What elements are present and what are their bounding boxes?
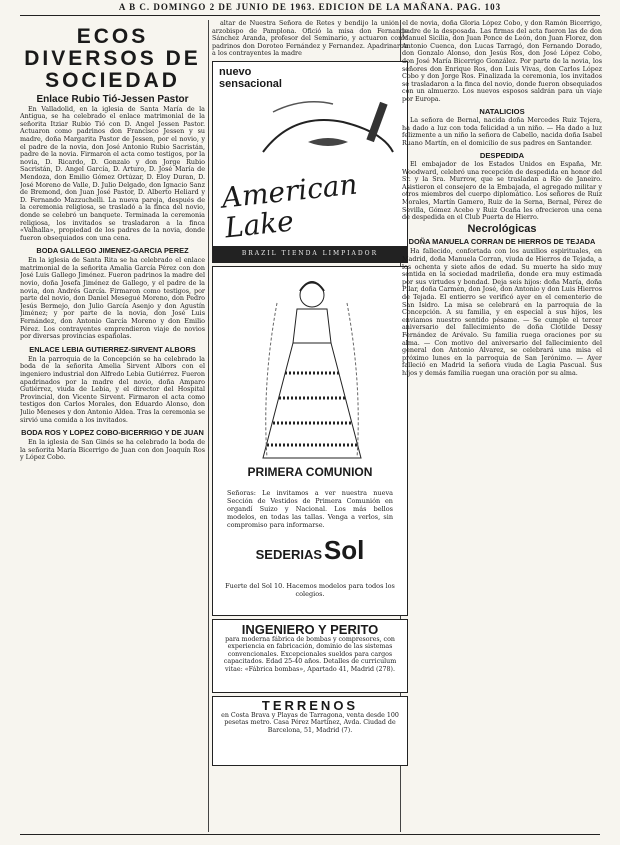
ad1-tagline [219, 66, 282, 90]
despedida-title: DESPEDIDA [479, 150, 525, 160]
ad-american-lake [212, 61, 408, 263]
ad-ingeniero [212, 619, 408, 693]
ad1-tag-sensacional: sensacional [219, 77, 282, 90]
article-3-title: ENLACE LEBIA GUTIERREZ-SIRVENT ALBORS [29, 344, 196, 354]
ad-terrenos [212, 696, 408, 766]
article-2-body: En la iglesia de Santa Rita se ha celebrado el enlace matrimonial de la señorita Amalia García Pérez con don José Luis Gallego Jiménez. Fueron padrinos la madre del novio, doña Josefa Jiménez de Gallego, y el padre de la novia, don Andrés García. Firmaron como testigos, por parte del novio, don Daniel Mesegué Moreno, don Pedro Jesús Bermejo, don Julio García Asenjo y don Agustín Jiménez; y por parte de la novia, don José Luis Fernández, don Antonio García Moreno y don Emilio Pérez. Los contrayentes emprendieron viaje de novios por diversas provincias españolas. [20, 256, 205, 341]
column-divider-1 [208, 20, 209, 832]
lipstick-face-illustration [253, 92, 403, 172]
ad3-body: para moderna fábrica de bombas y compresores, con experiencia en fabricación, dominio de las sistemas convencionales. Excepcionales sueldos para cargos capacitados. Edad 25-40 años. Detalles de curriculum vitae: «Fábrica bombas», Apartado 41, Madrid (278). [223, 635, 397, 673]
natalicios-body: La señora de Bernal, nacida doña Mercedes Ruiz Tejera, ha dado a luz con toda felicidad a un niño. — Ha dado a luz felizmente a un niño la señora de Cabello, nacida doña Isabel Ruano Martín, en el domicilio de sus padres en Santander. [402, 116, 602, 147]
article-3-body: En la parroquia de la Concepción se ha celebrado la boda de la señorita Amelia Sirvent Albors con el ingeniero industrial don Alfredo Lebia Gutiérrez. Fueron apadrinados por la madre del novio, doña Amparo Gutiérrez, viuda de Lebia, y el director del Hospital Provincial, don Vicente Sirvent. Firmaron el acta como testigos don Carlos Morales, don Eduardo Alonso, don Julio Meneses y don Antonio Aldea. Tras la ceremonia se sirvió una comida a los invitados. [20, 354, 205, 424]
ad2-footer: Fuerte del Sol 10. Hacemos modelos para todos los colegios. [225, 581, 395, 598]
necrologicas-title: Necrológicas [467, 222, 537, 235]
article-1-title: Enlace Rubio Tió-Jessen Pastor [36, 94, 189, 105]
ad2-body: Señoras: Le invitamos a ver nuestra nueva Sección de Vestidos de Primera Comunión en organdí Suizo y Nacional. Los más bellos modelos, en todas las tallas. Venga a verlos, sin compromiso para informarse. [227, 488, 393, 529]
ad2-headline: PRIMERA COMUNION [247, 464, 373, 479]
article-4-body: En la iglesia de San Ginés se ha celebrado la boda de la señorita María Bicerrigo de Juan con don Joaquín Ros y López Cobo. [20, 438, 205, 462]
necrologicas-subtitle: DOÑA MANUELA CORRAN DE HIERROS DE TEJADA [408, 237, 596, 247]
ad1-tag-nuevo: nuevo [219, 65, 252, 78]
column-middle [212, 20, 408, 832]
article-4-title: BODA ROS Y LOPEZ COBO-BICERRIGO Y DE JUAN [21, 428, 204, 438]
section-title: ECOS DIVERSOS DE SOCIEDAD [24, 25, 201, 92]
ad-primera-comunion [212, 266, 408, 616]
ad4-headline: TERRENOS [261, 697, 359, 713]
necrologicas-body: Ha fallecido, confortada con los auxilios espirituales, en Madrid, doña Manuela Corran, viuda de Hierros de Tejada, a los ochenta y siete años de edad. Su muerte ha sido muy sentida en la sociedad madrileña, donde era muy estimada por sus virtudes y bondad. Deja seis hijos: doña María, doña Pilar, doña Carmen, don José, don Antonio y don Luis Hierros de Tejada. El entierro se verificó ayer en el cementerio de San Isidro. La misa se celebrará en la parroquia de la Concepción. A su familia, y en especial a sus hijos, les enviamos nuestro sentido pésame. — Se cumple el tercer aniversario del fallecimiento de doña Clotilde Dessy Fernández de Arévalo. Su familia ruega oraciones por su alma. — Con motivo del aniversario del fallecimiento del general don Antonio Alvarez, se celebrará una misa el próximo lunes en la parroquia de San Jerónimo. — Ayer falleció en Madrid la señora viuda de Lagia Pascual. Sus hijos y demás familia ruegan una oración por su alma. [402, 247, 602, 377]
ad2-brand-big: Sol [323, 534, 365, 565]
communion-dress-illustration [257, 273, 367, 465]
ad1-brand: American Lake [220, 167, 359, 245]
ad3-headline: INGENIERO Y PERITO [241, 621, 379, 637]
page-header: A B C. DOMINGO 2 DE JUNIO DE 1963. EDICION DE LA MAÑANA. PAG. 103 [118, 2, 502, 12]
article-1-body: En Valladolid, en la iglesia de Santa María de la Antigua, se ha celebrado el enlace matrimonial de la señorita Itziar Rubio Tió con D. Angel Jessen Pastor. Actuaron como padrinos don Francisco Jessen y su madre, doña Margarita Pastor de Jessen, por el novio, y el padre de la novia, don José Antonio Rubio Sacristán, padre de la novia. Firmaron el acta como testigos, por la novia, D. Ricardo, D. Gonzalo y don Jorge Rubio Sacristán, D. Angel García, D. Arturo, D. José María de Mendoza, don Emilio Gómez Ortúzar, D. Eloy Duran, D. José Moreno de Valle, D. Julio Delgado, don Ignacio Sanz de Bremond, don Juan José Pastor, D. Alberto Heliard y D. Fernando Mazzuchelli. La nueva pareja, después de la ceremonia religiosa, se trasladó a la finca del novio, donde se celebró un banquete. Terminada la ceremonia religiosa, los invitados se trasladaron a la finca «Valhalla», propiedad de los padres de la novia, donde fueron obsequiados con una cena. [20, 104, 205, 242]
column-left [20, 20, 205, 832]
ad4-body: en Costa Brava y Playas de Tarragona, venta desde 100 pesetas metro. Casa Pérez Martínez, Avda. Ciudad de Barcelona, 51, Madrid (7). [221, 711, 399, 734]
ad1-band: BRAZIL TIENDA LIMPIADOR [213, 246, 407, 262]
ad2-brand [213, 534, 407, 565]
despedida-body: El embajador de los Estados Unidos en España, Mr. Woodward, celebró una recepción de despedida en honor del Sr. y la Sra. Murrow, que se trasladan a Río de Janeiro. Asistieron el consejero de la Embajada, el agregado militar y otros miembros del cuerpo diplomático. Los señores de Ruiz Morales, Martín Gamero, Ruiz de la Serna, Bernal, Pérez de Sevilla, Gómez Acebo y Ruiz Ocaña les ofrecieron una cena de despedida en el Club Puerta de Hierro. [402, 160, 602, 222]
natalicios-title: NATALICIOS [479, 106, 525, 116]
header-rule [20, 15, 600, 16]
column-right [402, 20, 602, 832]
ad2-brand-small: SEDERIAS [255, 546, 323, 562]
footer-rule [20, 834, 600, 835]
middle-top-text: altar de Nuestra Señora de Retes y bendijo la unión el arzobispo de Pamplona. Ofició la misa don Fernando Sánchez Aranda, profesor del Seminario, y actuaron como padrinos don Doroteo Fernández y Fernandez. Apadrinaron a los contrayentes la madre [212, 20, 408, 58]
article-2-title: BODA GALLEGO JIMENEZ-GARCIA PEREZ [36, 246, 189, 256]
right-top-body: de novia, doña Gloria López Cobo, y don Ramón Bicerrigo, padre de la desposada. Las firmas del acta fueron las de don Manuel Sicilia, don Juan Ponce de León, don Juan Florez, don Antonio Cuenca, don Lucas Tarragó, don Fernando Dorado, don Gonzalo Alonso, don Jesús Ros, don José López Cobo, don José María Bicerrigo González. Por parte de la novia, los señores don Enrique Ros, don Luis Vivas, don Carlos López Cobo y don Jorge Ros. Finalizada la ceremonia, los invitados se trasladaron a la finca del novio, donde fueron obsequiados con un almuerzo. Los nuevos esposos saldrán para un viaje por Europa. [402, 20, 602, 103]
